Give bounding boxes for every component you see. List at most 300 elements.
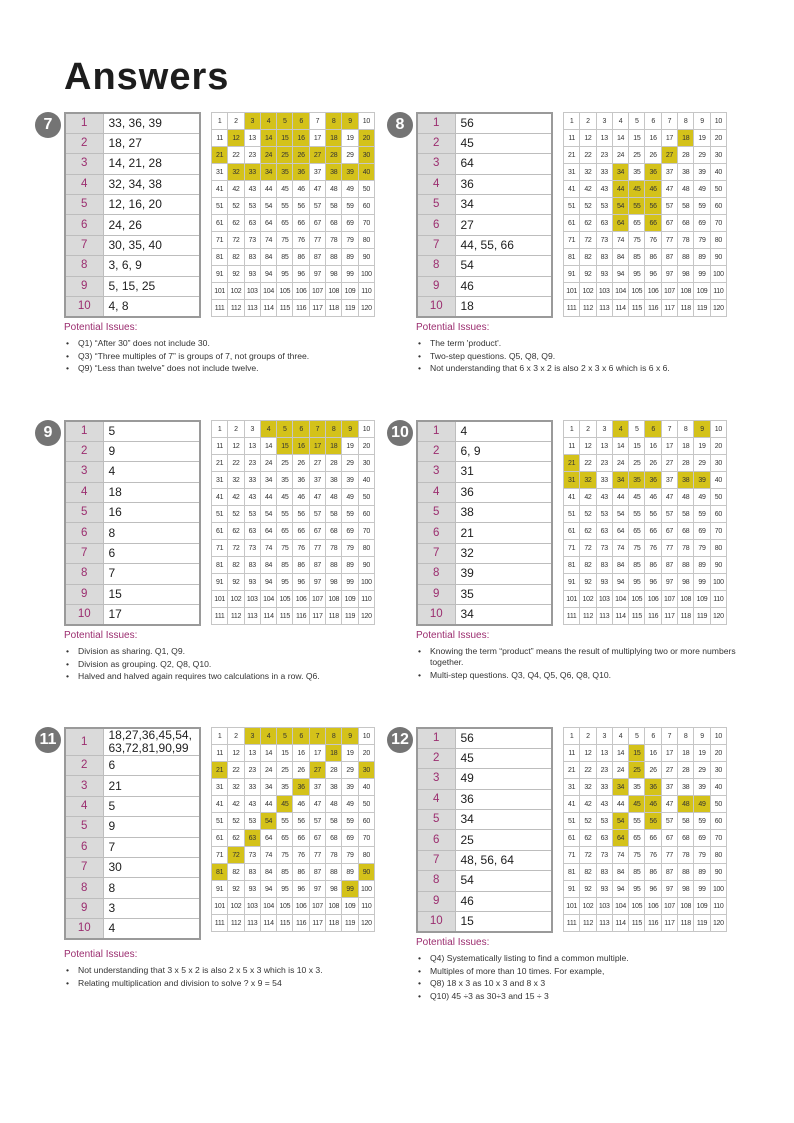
grid-cell: 32 xyxy=(228,472,244,489)
grid-row xyxy=(212,745,375,762)
grid-cell: 71 xyxy=(564,232,580,249)
grid-cell: 45 xyxy=(629,489,645,506)
grid-cell: 103 xyxy=(596,898,612,915)
grid-cell: 88 xyxy=(326,557,342,574)
grid-cell: 116 xyxy=(293,608,309,625)
grid-cell-highlighted: 6 xyxy=(645,421,661,438)
potential-issue-item: • Division as sharing. Q1, Q9. xyxy=(64,646,384,657)
grid-cell: 20 xyxy=(358,438,374,455)
grid-cell: 61 xyxy=(212,830,228,847)
grid-cell: 62 xyxy=(228,215,244,232)
grid-cell: 29 xyxy=(342,455,358,472)
grid-cell: 22 xyxy=(228,455,244,472)
grid-cell: 116 xyxy=(293,300,309,317)
answer-question-number: 3 xyxy=(65,776,103,796)
grid-row xyxy=(564,455,727,472)
grid-cell: 80 xyxy=(710,232,726,249)
grid-cell: 2 xyxy=(228,728,244,745)
grid-row xyxy=(564,540,727,557)
answer-section-8 xyxy=(387,112,727,412)
grid-cell: 72 xyxy=(580,232,596,249)
grid-cell: 98 xyxy=(326,266,342,283)
grid-cell: 94 xyxy=(612,574,628,591)
grid-cell: 7 xyxy=(309,113,325,130)
grid-cell: 11 xyxy=(564,130,580,147)
grid-cell: 59 xyxy=(694,813,710,830)
answer-value: 46 xyxy=(455,276,552,296)
grid-cell: 85 xyxy=(629,557,645,574)
answer-question-number: 6 xyxy=(65,523,103,543)
grid-cell: 103 xyxy=(244,591,260,608)
grid-cell: 97 xyxy=(661,881,677,898)
grid-cell: 46 xyxy=(293,181,309,198)
grid-cell: 12 xyxy=(228,745,244,762)
grid-cell: 94 xyxy=(260,266,276,283)
grid-cell: 98 xyxy=(678,266,694,283)
answer-value: 36 xyxy=(455,789,552,809)
grid-cell: 111 xyxy=(564,915,580,932)
grid-cell: 119 xyxy=(694,608,710,625)
grid-cell-highlighted: 6 xyxy=(293,113,309,130)
grid-cell: 111 xyxy=(212,608,228,625)
grid-cell: 119 xyxy=(342,608,358,625)
grid-cell: 93 xyxy=(596,266,612,283)
grid-cell-highlighted: 25 xyxy=(629,762,645,779)
grid-cell: 118 xyxy=(326,915,342,932)
grid-cell-highlighted: 36 xyxy=(293,164,309,181)
grid-cell: 93 xyxy=(244,266,260,283)
answer-row xyxy=(65,482,200,502)
grid-cell: 100 xyxy=(358,574,374,591)
answer-value: 3, 6, 9 xyxy=(103,256,200,276)
grid-cell: 11 xyxy=(212,438,228,455)
grid-row xyxy=(212,421,375,438)
grid-row xyxy=(564,813,727,830)
grid-cell: 50 xyxy=(710,181,726,198)
question-number-badge: 7 xyxy=(35,112,61,138)
grid-cell-highlighted: 36 xyxy=(645,164,661,181)
grid-cell: 88 xyxy=(678,864,694,881)
grid-cell-highlighted: 9 xyxy=(342,113,358,130)
grid-cell: 59 xyxy=(694,506,710,523)
grid-cell-highlighted: 27 xyxy=(309,147,325,164)
grid-cell: 92 xyxy=(580,881,596,898)
grid-cell: 25 xyxy=(277,455,293,472)
grid-cell: 13 xyxy=(596,745,612,762)
grid-row xyxy=(564,113,727,130)
grid-cell-highlighted: 36 xyxy=(293,779,309,796)
grid-cell: 104 xyxy=(612,591,628,608)
grid-cell: 77 xyxy=(661,847,677,864)
grid-cell: 98 xyxy=(678,574,694,591)
grid-cell: 44 xyxy=(260,181,276,198)
answer-question-number: 2 xyxy=(417,748,455,768)
grid-cell: 54 xyxy=(260,198,276,215)
grid-cell: 105 xyxy=(277,283,293,300)
grid-cell: 88 xyxy=(326,864,342,881)
grid-cell: 5 xyxy=(629,421,645,438)
answer-value: 18 xyxy=(103,482,200,502)
grid-cell: 50 xyxy=(710,796,726,813)
answer-row xyxy=(417,154,552,174)
grid-cell-highlighted: 35 xyxy=(277,164,293,181)
grid-cell: 86 xyxy=(293,864,309,881)
grid-cell: 61 xyxy=(212,215,228,232)
grid-cell: 95 xyxy=(277,266,293,283)
answer-row xyxy=(417,174,552,194)
answer-row xyxy=(65,796,200,816)
grid-cell-highlighted: 18 xyxy=(326,130,342,147)
grid-cell: 102 xyxy=(228,283,244,300)
grid-cell: 30 xyxy=(710,762,726,779)
grid-cell: 63 xyxy=(596,523,612,540)
grid-cell: 97 xyxy=(309,881,325,898)
grid-cell: 113 xyxy=(596,300,612,317)
answer-value: 64 xyxy=(455,154,552,174)
potential-issue-item: • Q3) “Three multiples of 7” is groups of 7, not groups of three. xyxy=(64,351,384,362)
grid-row xyxy=(564,164,727,181)
answer-value: 44, 55, 66 xyxy=(455,235,552,255)
grid-cell: 23 xyxy=(244,147,260,164)
grid-cell: 104 xyxy=(612,283,628,300)
grid-cell: 96 xyxy=(645,266,661,283)
answer-row xyxy=(65,605,200,625)
potential-issue-item: • Relating multiplication and division to solve ? x 9 = 54 xyxy=(64,978,384,989)
grid-cell: 59 xyxy=(342,198,358,215)
grid-cell: 88 xyxy=(678,557,694,574)
grid-cell: 13 xyxy=(244,745,260,762)
grid-cell: 74 xyxy=(612,847,628,864)
answer-value: 34 xyxy=(455,605,552,625)
grid-cell: 4 xyxy=(612,728,628,745)
grid-cell: 49 xyxy=(342,489,358,506)
grid-cell: 79 xyxy=(694,540,710,557)
answer-question-number: 9 xyxy=(417,276,455,296)
grid-row xyxy=(212,147,375,164)
grid-cell: 52 xyxy=(228,506,244,523)
grid-cell: 115 xyxy=(629,300,645,317)
grid-cell: 96 xyxy=(293,881,309,898)
grid-cell: 66 xyxy=(293,830,309,847)
grid-cell: 57 xyxy=(309,813,325,830)
grid-cell: 41 xyxy=(564,489,580,506)
grid-cell: 76 xyxy=(645,847,661,864)
grid-cell: 23 xyxy=(244,762,260,779)
grid-cell: 93 xyxy=(596,574,612,591)
grid-cell: 69 xyxy=(342,523,358,540)
grid-cell: 57 xyxy=(661,813,677,830)
answer-section-7 xyxy=(35,112,375,412)
grid-cell: 2 xyxy=(228,421,244,438)
grid-cell: 17 xyxy=(661,438,677,455)
grid-cell: 78 xyxy=(326,540,342,557)
grid-cell: 82 xyxy=(580,864,596,881)
answer-question-number: 8 xyxy=(65,878,103,898)
grid-cell: 20 xyxy=(710,438,726,455)
grid-cell: 81 xyxy=(564,249,580,266)
grid-cell: 120 xyxy=(358,608,374,625)
grid-cell: 103 xyxy=(596,591,612,608)
grid-cell: 109 xyxy=(694,591,710,608)
grid-cell: 71 xyxy=(564,540,580,557)
grid-cell: 51 xyxy=(564,813,580,830)
answer-table xyxy=(64,420,201,626)
grid-cell-highlighted: 8 xyxy=(326,728,342,745)
grid-cell: 104 xyxy=(260,283,276,300)
grid-cell: 46 xyxy=(645,489,661,506)
grid-cell: 107 xyxy=(309,591,325,608)
potential-issue-item: • Q1) “After 30” does not include 30. xyxy=(64,338,384,349)
grid-cell: 113 xyxy=(596,915,612,932)
answer-question-number: 9 xyxy=(417,584,455,604)
potential-issue-item: • Two-step questions. Q5, Q8, Q9. xyxy=(416,351,736,362)
answer-value: 18,27,36,45,54, 63,72,81,90,99 xyxy=(103,728,200,756)
grid-cell: 47 xyxy=(309,489,325,506)
grid-cell: 48 xyxy=(326,181,342,198)
grid-cell: 73 xyxy=(596,540,612,557)
grid-row xyxy=(564,266,727,283)
grid-cell: 84 xyxy=(260,557,276,574)
grid-cell: 19 xyxy=(342,130,358,147)
answer-row xyxy=(65,503,200,523)
grid-cell: 22 xyxy=(580,147,596,164)
potential-issue-item: • Knowing the term “product” means the result of multiplying two or more numbers together. xyxy=(416,646,736,668)
answer-row xyxy=(417,133,552,153)
answer-value: 30 xyxy=(103,857,200,877)
grid-cell: 91 xyxy=(212,266,228,283)
grid-cell: 85 xyxy=(277,864,293,881)
grid-cell: 73 xyxy=(244,540,260,557)
question-number-badge: 11 xyxy=(35,727,61,753)
grid-cell: 79 xyxy=(694,847,710,864)
grid-cell: 28 xyxy=(678,762,694,779)
answer-value: 4 xyxy=(455,421,552,441)
grid-cell: 53 xyxy=(244,198,260,215)
grid-cell-highlighted: 48 xyxy=(678,796,694,813)
grid-cell: 99 xyxy=(342,574,358,591)
answer-question-number: 10 xyxy=(417,297,455,317)
grid-cell: 1 xyxy=(212,113,228,130)
grid-cell: 118 xyxy=(326,608,342,625)
grid-row xyxy=(212,898,375,915)
grid-cell: 40 xyxy=(358,472,374,489)
potential-issues-title: Potential Issues: xyxy=(416,937,490,948)
question-number-badge: 8 xyxy=(387,112,413,138)
grid-cell: 107 xyxy=(661,591,677,608)
grid-cell: 31 xyxy=(212,472,228,489)
grid-cell: 60 xyxy=(710,506,726,523)
answer-row xyxy=(417,462,552,482)
answer-question-number: 5 xyxy=(417,810,455,830)
grid-cell: 104 xyxy=(612,898,628,915)
grid-cell-highlighted: 54 xyxy=(612,813,628,830)
grid-cell: 102 xyxy=(228,591,244,608)
answer-row xyxy=(417,748,552,768)
grid-cell: 104 xyxy=(260,591,276,608)
grid-cell-highlighted: 26 xyxy=(293,147,309,164)
grid-cell: 69 xyxy=(342,830,358,847)
answer-value: 27 xyxy=(455,215,552,235)
answer-question-number: 1 xyxy=(65,728,103,756)
grid-row xyxy=(212,266,375,283)
grid-cell: 28 xyxy=(326,455,342,472)
grid-cell: 65 xyxy=(277,215,293,232)
grid-cell: 83 xyxy=(596,557,612,574)
grid-row xyxy=(564,796,727,813)
grid-cell: 53 xyxy=(596,198,612,215)
answer-question-number: 2 xyxy=(65,756,103,776)
grid-cell: 115 xyxy=(629,915,645,932)
grid-cell: 67 xyxy=(661,523,677,540)
grid-cell: 42 xyxy=(580,181,596,198)
grid-cell: 95 xyxy=(277,574,293,591)
grid-cell: 3 xyxy=(596,113,612,130)
grid-cell: 30 xyxy=(710,147,726,164)
grid-cell: 82 xyxy=(228,557,244,574)
grid-cell: 105 xyxy=(629,898,645,915)
grid-cell: 1 xyxy=(212,421,228,438)
grid-cell: 77 xyxy=(309,232,325,249)
grid-cell-highlighted: 15 xyxy=(277,130,293,147)
grid-cell-highlighted: 9 xyxy=(342,421,358,438)
grid-cell-highlighted: 16 xyxy=(293,130,309,147)
grid-cell: 109 xyxy=(342,591,358,608)
grid-cell: 4 xyxy=(612,113,628,130)
answer-value: 5, 15, 25 xyxy=(103,276,200,296)
grid-cell: 13 xyxy=(596,438,612,455)
grid-cell: 33 xyxy=(596,164,612,181)
grid-cell: 61 xyxy=(212,523,228,540)
grid-cell-highlighted: 90 xyxy=(358,864,374,881)
answer-question-number: 3 xyxy=(417,154,455,174)
grid-cell: 63 xyxy=(244,215,260,232)
grid-cell: 112 xyxy=(228,915,244,932)
grid-cell: 120 xyxy=(358,915,374,932)
answer-row xyxy=(65,441,200,461)
answer-table xyxy=(416,112,553,318)
grid-cell-highlighted: 39 xyxy=(694,472,710,489)
grid-cell: 50 xyxy=(710,489,726,506)
grid-cell: 94 xyxy=(612,266,628,283)
grid-cell-highlighted: 46 xyxy=(645,181,661,198)
grid-cell: 47 xyxy=(661,796,677,813)
grid-cell: 81 xyxy=(212,249,228,266)
grid-cell: 115 xyxy=(629,608,645,625)
grid-cell: 69 xyxy=(342,215,358,232)
grid-cell: 69 xyxy=(694,215,710,232)
grid-cell: 79 xyxy=(342,540,358,557)
grid-cell: 5 xyxy=(629,113,645,130)
grid-cell-highlighted: 21 xyxy=(564,455,580,472)
grid-cell: 29 xyxy=(342,147,358,164)
grid-cell-highlighted: 14 xyxy=(260,130,276,147)
grid-cell: 94 xyxy=(260,574,276,591)
grid-cell: 62 xyxy=(580,523,596,540)
grid-cell: 101 xyxy=(212,591,228,608)
grid-cell: 97 xyxy=(309,574,325,591)
grid-cell: 93 xyxy=(244,574,260,591)
grid-cell: 23 xyxy=(596,455,612,472)
grid-cell: 42 xyxy=(580,489,596,506)
answer-question-number: 1 xyxy=(417,421,455,441)
grid-cell: 9 xyxy=(694,728,710,745)
grid-cell: 71 xyxy=(564,847,580,864)
answer-question-number: 9 xyxy=(65,276,103,296)
grid-cell: 27 xyxy=(309,455,325,472)
grid-cell: 12 xyxy=(580,745,596,762)
grid-cell: 90 xyxy=(358,557,374,574)
answer-row xyxy=(417,871,552,891)
grid-cell: 92 xyxy=(228,881,244,898)
grid-cell: 17 xyxy=(309,130,325,147)
grid-cell: 31 xyxy=(212,164,228,181)
grid-cell: 58 xyxy=(326,198,342,215)
grid-cell: 120 xyxy=(710,608,726,625)
answer-value: 6, 9 xyxy=(455,441,552,461)
grid-cell: 41 xyxy=(212,181,228,198)
grid-cell: 24 xyxy=(612,455,628,472)
grid-cell: 50 xyxy=(358,796,374,813)
grid-cell: 92 xyxy=(580,574,596,591)
hundred-square-grid xyxy=(563,112,727,317)
answer-question-number: 10 xyxy=(417,605,455,625)
answer-question-number: 2 xyxy=(65,441,103,461)
grid-cell-highlighted: 32 xyxy=(580,472,596,489)
answer-row xyxy=(417,215,552,235)
grid-cell-highlighted: 27 xyxy=(309,762,325,779)
grid-cell: 45 xyxy=(277,489,293,506)
answer-question-number: 3 xyxy=(65,462,103,482)
grid-cell: 91 xyxy=(212,574,228,591)
grid-cell: 6 xyxy=(645,728,661,745)
grid-row xyxy=(564,472,727,489)
grid-row xyxy=(212,881,375,898)
grid-cell: 49 xyxy=(694,181,710,198)
potential-issue-item: • Halved and halved again requires two calculations in a row. Q6. xyxy=(64,671,384,682)
grid-cell: 39 xyxy=(694,779,710,796)
grid-cell: 2 xyxy=(580,113,596,130)
answer-value: 9 xyxy=(103,817,200,837)
answer-question-number: 4 xyxy=(417,174,455,194)
grid-cell: 105 xyxy=(629,283,645,300)
grid-cell: 114 xyxy=(612,608,628,625)
grid-cell: 11 xyxy=(564,438,580,455)
grid-cell-highlighted: 40 xyxy=(358,164,374,181)
grid-cell: 110 xyxy=(710,283,726,300)
grid-cell: 102 xyxy=(580,898,596,915)
grid-cell: 95 xyxy=(629,574,645,591)
grid-cell: 62 xyxy=(580,830,596,847)
grid-cell: 2 xyxy=(580,421,596,438)
grid-cell: 114 xyxy=(612,915,628,932)
grid-cell: 67 xyxy=(661,830,677,847)
grid-cell: 101 xyxy=(564,283,580,300)
grid-cell: 96 xyxy=(293,266,309,283)
answer-question-number: 8 xyxy=(65,564,103,584)
grid-cell-highlighted: 28 xyxy=(326,147,342,164)
grid-cell: 84 xyxy=(612,557,628,574)
grid-cell: 105 xyxy=(277,898,293,915)
answer-question-number: 8 xyxy=(417,564,455,584)
grid-cell: 26 xyxy=(645,147,661,164)
grid-cell: 103 xyxy=(596,283,612,300)
answer-value: 56 xyxy=(455,113,552,133)
answer-value: 45 xyxy=(455,133,552,153)
grid-cell: 19 xyxy=(694,438,710,455)
grid-cell: 116 xyxy=(645,915,661,932)
grid-cell: 56 xyxy=(293,506,309,523)
grid-cell: 82 xyxy=(580,249,596,266)
